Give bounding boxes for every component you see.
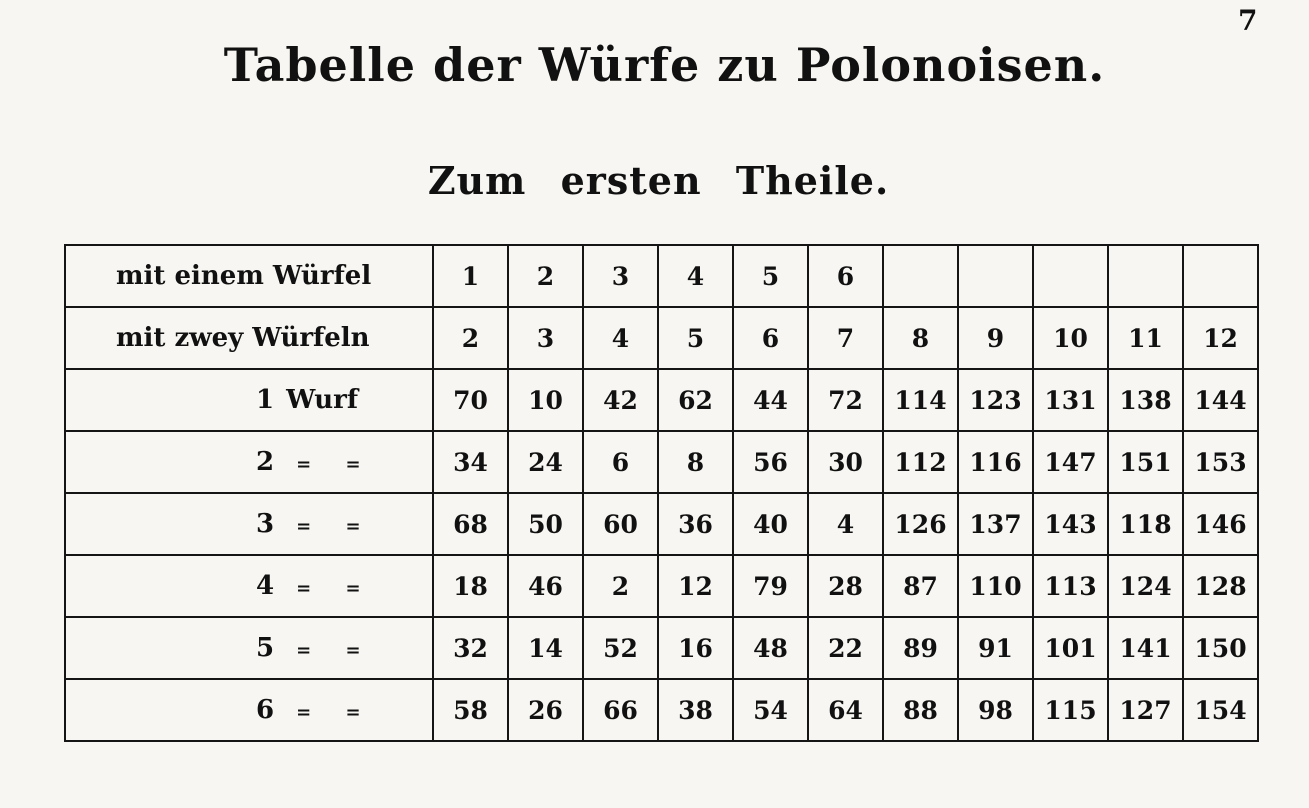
table-cell: 26: [508, 679, 583, 741]
table-cell: 68: [433, 493, 508, 555]
section-subtitle: [4, 158, 1309, 203]
table-cell: [883, 245, 958, 307]
table-row: [65, 617, 1258, 679]
table-cell: 98: [958, 679, 1033, 741]
table-cell: 64: [808, 679, 883, 741]
table-cell: 28: [808, 555, 883, 617]
table-row: [65, 555, 1258, 617]
table-cell: 18: [433, 555, 508, 617]
table-cell: 141: [1108, 617, 1183, 679]
table-cell: 3: [583, 245, 658, 307]
table-cell: 46: [508, 555, 583, 617]
page-number: 7: [1238, 4, 1258, 37]
table-body: [65, 245, 1258, 741]
table-cell: 30: [808, 431, 883, 493]
throw-number: 5: [256, 633, 275, 663]
table-cell: 124: [1108, 555, 1183, 617]
throw-label: [65, 617, 433, 679]
table-cell: 6: [808, 245, 883, 307]
table-cell: 14: [508, 617, 583, 679]
throw-number: 6: [256, 695, 275, 725]
table-cell: 4: [808, 493, 883, 555]
table-cell: 123: [958, 369, 1033, 431]
table-cell: 91: [958, 617, 1033, 679]
table-cell: 154: [1183, 679, 1258, 741]
table-cell: 137: [958, 493, 1033, 555]
table-row: [65, 431, 1258, 493]
table-row: [65, 493, 1258, 555]
table-cell: [958, 245, 1033, 307]
throw-number: 4: [256, 571, 275, 601]
table-cell: 62: [658, 369, 733, 431]
table-header-row: [65, 245, 1258, 307]
table-cell: 116: [958, 431, 1033, 493]
table-cell: 32: [433, 617, 508, 679]
table-cell: 6: [733, 307, 808, 369]
table-cell: 3: [508, 307, 583, 369]
table-cell: [1183, 245, 1258, 307]
table-cell: 22: [808, 617, 883, 679]
table-cell: 87: [883, 555, 958, 617]
table-cell: 11: [1108, 307, 1183, 369]
table-cell: 48: [733, 617, 808, 679]
table-cell: 38: [658, 679, 733, 741]
throw-label: [65, 369, 433, 431]
table-cell: 5: [658, 307, 733, 369]
dice-throw-table: [64, 244, 1259, 742]
table-row: [65, 679, 1258, 741]
table-cell: 118: [1108, 493, 1183, 555]
table-cell: 88: [883, 679, 958, 741]
table-cell: 115: [1033, 679, 1108, 741]
table-cell: 66: [583, 679, 658, 741]
table-cell: 127: [1108, 679, 1183, 741]
throw-number: 2: [256, 447, 275, 477]
table-cell: 12: [658, 555, 733, 617]
table-cell: 34: [433, 431, 508, 493]
throw-label-text: [256, 509, 375, 539]
table-cell: 79: [733, 555, 808, 617]
table-cell: 16: [658, 617, 733, 679]
table-cell: 8: [883, 307, 958, 369]
table-row: [65, 369, 1258, 431]
table-cell: 42: [583, 369, 658, 431]
table-cell: 1: [433, 245, 508, 307]
table-cell: 112: [883, 431, 958, 493]
throw-label-text: [256, 385, 358, 415]
table-cell: 126: [883, 493, 958, 555]
table-cell: 4: [583, 307, 658, 369]
table-cell: 114: [883, 369, 958, 431]
table-cell: 12: [1183, 307, 1258, 369]
throw-number: 3: [256, 509, 275, 539]
table-cell: 89: [883, 617, 958, 679]
table-cell: 150: [1183, 617, 1258, 679]
throw-label: [65, 679, 433, 741]
throw-suffix: = =: [296, 578, 375, 599]
subtitle-word: Zum: [427, 158, 527, 203]
table-cell: 143: [1033, 493, 1108, 555]
table-cell: 72: [808, 369, 883, 431]
table-cell: [1033, 245, 1108, 307]
table-header-row: [65, 307, 1258, 369]
page-title: Tabelle der Würfe zu Polonoisen.: [223, 38, 1106, 92]
throw-label-text: [256, 571, 375, 601]
table-cell: 2: [508, 245, 583, 307]
throw-suffix: Wurf: [286, 385, 359, 415]
table-cell: 50: [508, 493, 583, 555]
throw-label-text: [256, 447, 375, 477]
throw-label-text: [256, 695, 375, 725]
table-cell: 36: [658, 493, 733, 555]
throw-suffix: = =: [296, 454, 375, 475]
table-cell: 110: [958, 555, 1033, 617]
table-cell: 128: [1183, 555, 1258, 617]
throw-suffix: = =: [296, 702, 375, 723]
table-cell: 52: [583, 617, 658, 679]
throw-label: [65, 431, 433, 493]
table-cell: [1108, 245, 1183, 307]
table-cell: 6: [583, 431, 658, 493]
throw-number: 1: [256, 385, 275, 415]
throw-suffix: = =: [296, 640, 375, 661]
table-cell: 56: [733, 431, 808, 493]
table-cell: 113: [1033, 555, 1108, 617]
table-cell: 7: [808, 307, 883, 369]
throw-label-text: [256, 633, 375, 663]
table-cell: 58: [433, 679, 508, 741]
subtitle-word: ersten: [560, 158, 702, 203]
table-cell: 2: [583, 555, 658, 617]
row-label: mit zwey Würfeln: [65, 307, 433, 369]
table-cell: 5: [733, 245, 808, 307]
throw-suffix: = =: [296, 516, 375, 537]
table-cell: 144: [1183, 369, 1258, 431]
table-cell: 44: [733, 369, 808, 431]
throw-label: [65, 555, 433, 617]
table-cell: 10: [508, 369, 583, 431]
table-cell: 40: [733, 493, 808, 555]
throw-label: [65, 493, 433, 555]
row-label: mit einem Würfel: [65, 245, 433, 307]
table-cell: 131: [1033, 369, 1108, 431]
table-cell: 4: [658, 245, 733, 307]
table-cell: 24: [508, 431, 583, 493]
table-cell: 9: [958, 307, 1033, 369]
table-cell: 101: [1033, 617, 1108, 679]
subtitle-word: Theile.: [735, 158, 890, 203]
table-cell: 10: [1033, 307, 1108, 369]
table-cell: 8: [658, 431, 733, 493]
table-cell: 70: [433, 369, 508, 431]
table-cell: 151: [1108, 431, 1183, 493]
table-cell: 147: [1033, 431, 1108, 493]
table-cell: 2: [433, 307, 508, 369]
table-cell: 60: [583, 493, 658, 555]
table-cell: 54: [733, 679, 808, 741]
table-cell: 153: [1183, 431, 1258, 493]
table-cell: 146: [1183, 493, 1258, 555]
table-cell: 138: [1108, 369, 1183, 431]
